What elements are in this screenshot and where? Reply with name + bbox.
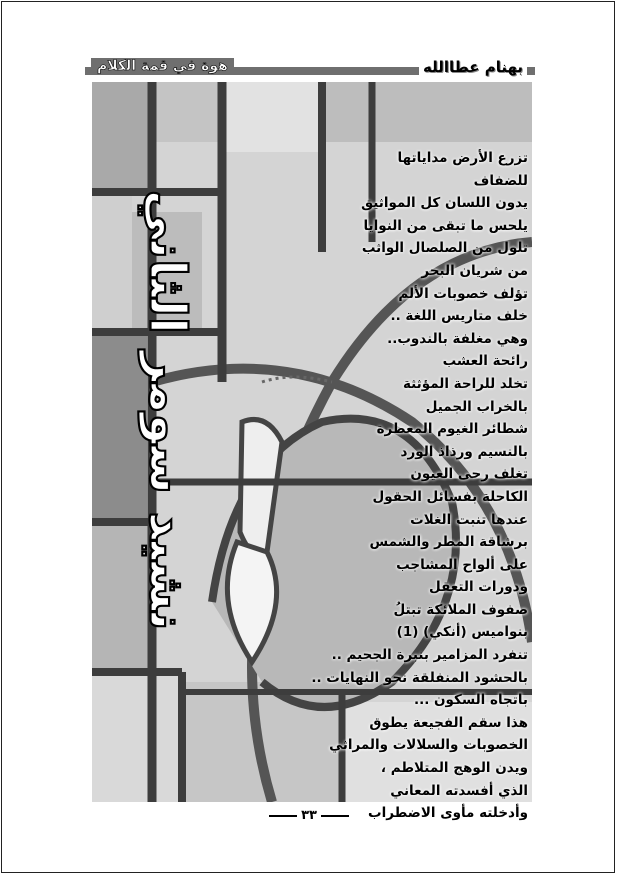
poem-line: برشاقة المطر والشمس [369, 534, 528, 551]
poem-line: رائحة العشب [442, 353, 528, 370]
poem-line: للضفاف [473, 172, 528, 189]
poem-line: الخصوبات والسلالات والمراثي [329, 737, 528, 754]
poem-line: الذي أفسدته المعاني [390, 782, 528, 799]
poem-title-text: نشيد سومر الثاني [137, 189, 196, 631]
poem-line: عندها تنبت الغلات [410, 511, 528, 528]
poem-line: باتجاه السكون ... [413, 692, 528, 709]
poem-line: هذا سقم الفجيعة يطوق [369, 714, 528, 731]
poem-line: تلول من الصلصال الواثب [361, 240, 528, 257]
poem-line: شطائر الغيوم المعطرة [376, 421, 528, 438]
poem-line: بالخراب الجميل [425, 398, 528, 415]
header-book-title: هوة في قمة الكلام [91, 58, 234, 74]
poem-line: ودورات التعقل [429, 579, 528, 596]
poem-line: خلف متاريس اللغة .. [390, 308, 528, 325]
poem-line: بالحشود المنفلقة نحو النهايات .. [311, 669, 528, 686]
page-header [85, 60, 535, 80]
poem-line: بالنسيم ورذاذ الورد [400, 443, 528, 460]
poem-line: الكاحلة بفسائل الحقول [372, 488, 528, 505]
poem-line: من شريان البحر [421, 262, 528, 279]
poem-line: وأدخلته مأوى الاضطراب [368, 805, 528, 822]
footer-dash [269, 815, 297, 817]
poem-line: ويدن الوهج المتلاطم ، [380, 760, 528, 777]
poem-line: تنفرد المزامير بنبرة الجحيم .. [331, 647, 528, 664]
poem-text [228, 147, 528, 825]
poem-line: على ألواح المشاجب [396, 556, 528, 573]
header-author: بهنام عطاالله [419, 58, 527, 76]
poem-line: تؤلف خصوبات الألم [398, 285, 528, 302]
poem-line: بنواميس (أنكي) (1) [396, 624, 528, 641]
poem-line: صفوف الملائكة تبتلُ [393, 601, 528, 618]
poem-line: تغلف رحى العيون [410, 466, 528, 483]
page-number: ٣٣ [301, 808, 317, 823]
page-footer [0, 808, 618, 823]
poem-line: تخلد للراحة المؤثثة [402, 375, 528, 392]
poem-line: تزرع الأرض مداياتها [397, 150, 528, 166]
poem-line: يدون اللسان كل المواثيق [361, 195, 528, 212]
poem-line: وهي مغلفة بالندوب.. [387, 330, 528, 347]
footer-dash [321, 815, 349, 817]
poem-title [132, 140, 202, 680]
poem-line: يلحس ما تبقى من النوايا [363, 217, 528, 234]
